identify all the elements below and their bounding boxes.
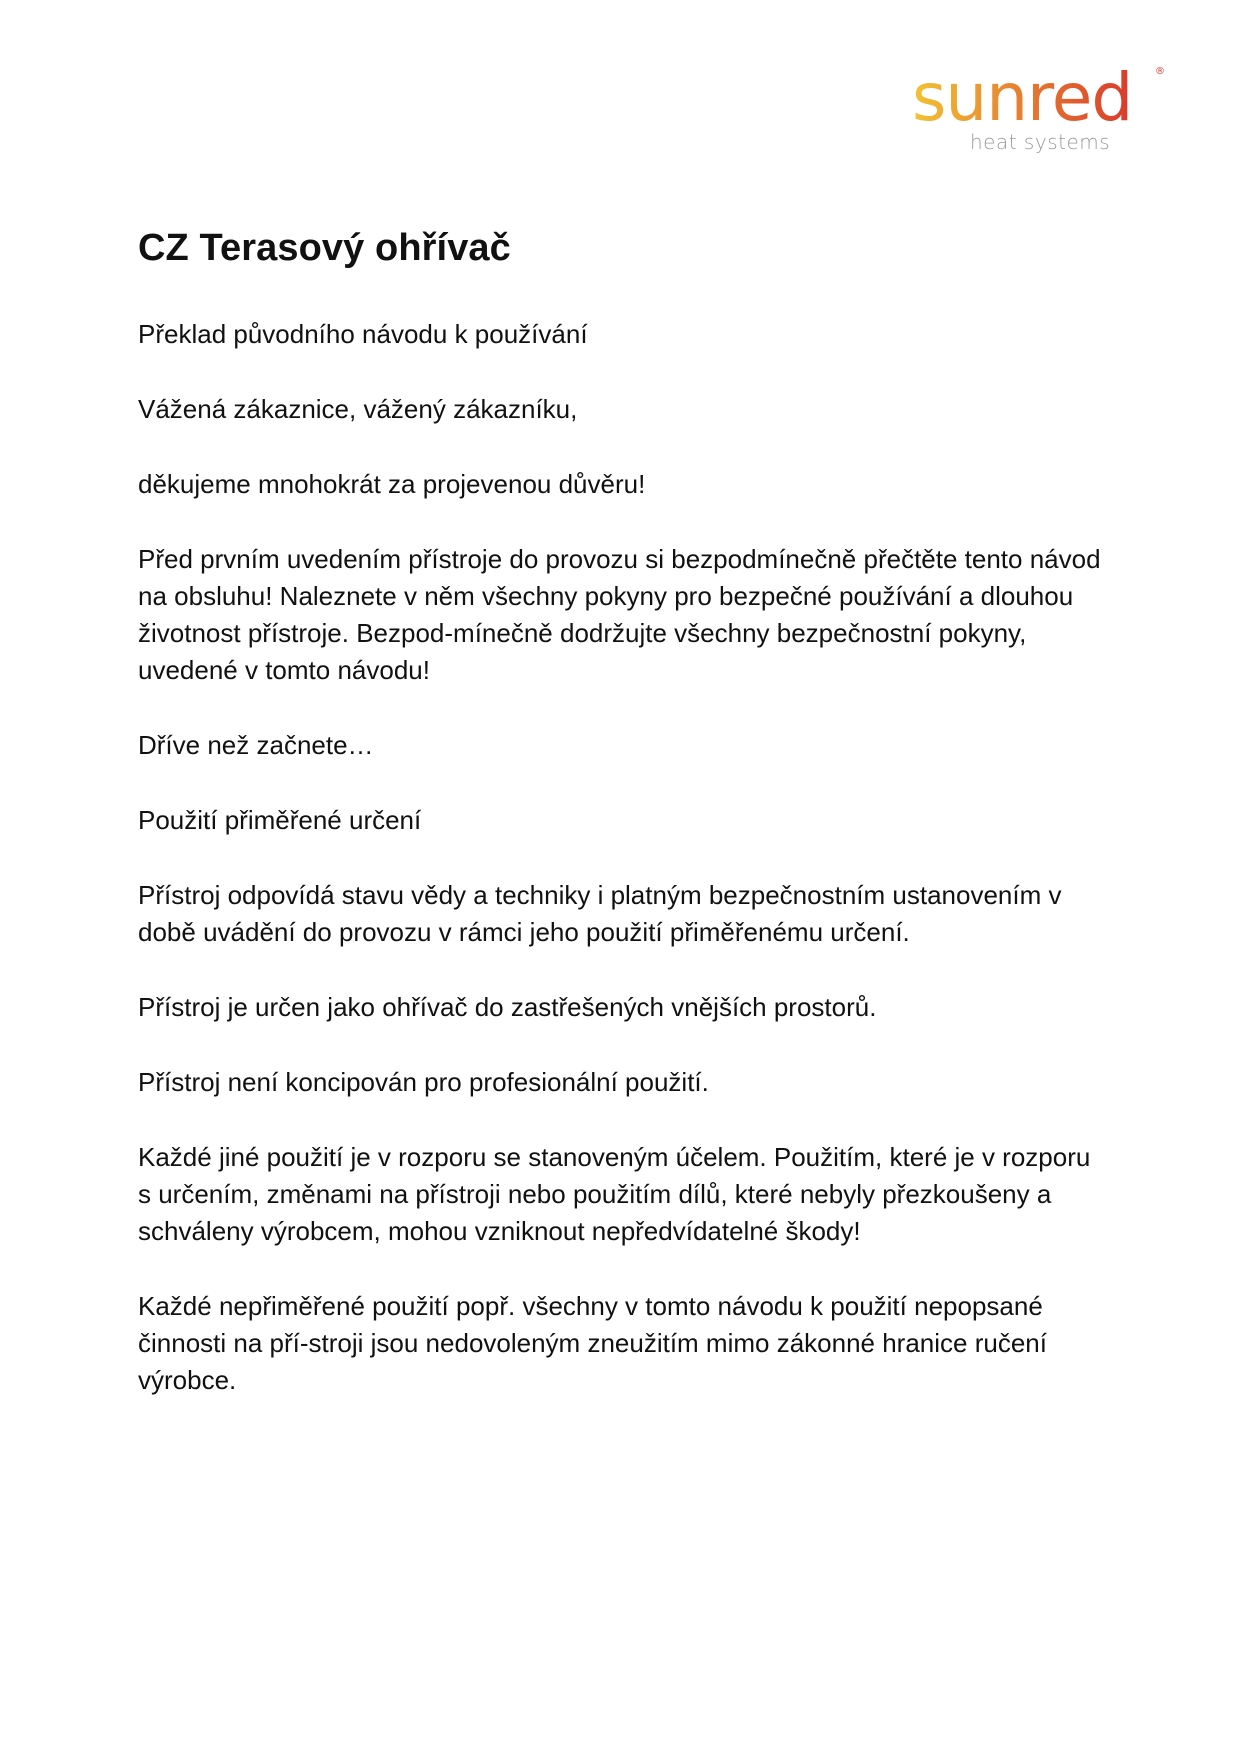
sunred-logo-graphic [912,56,1172,166]
paragraph-misuse: Každé nepřiměřené použití popř. všechny v tomto návodu k použití nepopsané činnosti na pří-stroji jsou nedovoleným zneužitím mimo zákonné hranice ručení výrobce. [138,1290,1047,1395]
paragraph-before-start: Dříve než začnete… [138,729,374,760]
logo-tagline: heat systems [970,130,1111,154]
document-body [138,226,1108,1437]
document-title: CZ Terasový ohřívač [138,227,511,269]
logo-brand-text: sunred [912,59,1133,136]
logo-registered-mark: ® [1155,66,1165,77]
sunred-logo [912,56,1172,166]
paragraph-not-professional: Přístroj není koncipován pro profesionální použití. [138,1066,709,1097]
paragraph-outdoor-heater: Přístroj je určen jako ohřívač do zastřešených vnějších prostorů. [138,991,877,1022]
paragraph-other-use: Každé jiné použití je v rozporu se stanoveným účelem. Použitím, které je v rozporu s určením, změnami na přístroji nebo použitím dílů, které nebyly přezkoušeny a schváleny výrobcem, mohou vzniknout nepředvídatelné škody! [138,1141,1091,1246]
paragraph-intended-use-heading: Použití přiměřené určení [138,804,422,835]
paragraph-thanks: děkujeme mnohokrát za projevenou důvěru! [138,468,646,499]
paragraph-subtitle: Překlad původního návodu k používání [138,318,588,349]
paragraph-salutation: Vážená zákaznice, vážený zákazníku, [138,393,578,424]
paragraph-read-manual: Před prvním uvedením přístroje do provozu si bezpodmínečně přečtěte tento návod na obsluhu! Naleznete v něm všechny pokyny pro bezpečné používání a dlouhou životnost přístroje. Bezpod-mínečně dodržujte všechny bezpečnostní pokyny, uvedené v tomto návodu! [138,543,1101,685]
paragraph-state-of-art: Přístroj odpovídá stavu vědy a techniky i platným bezpečnostním ustanovením v době uvádění do provozu v rámci jeho použití přiměřenému určení. [138,879,1062,947]
